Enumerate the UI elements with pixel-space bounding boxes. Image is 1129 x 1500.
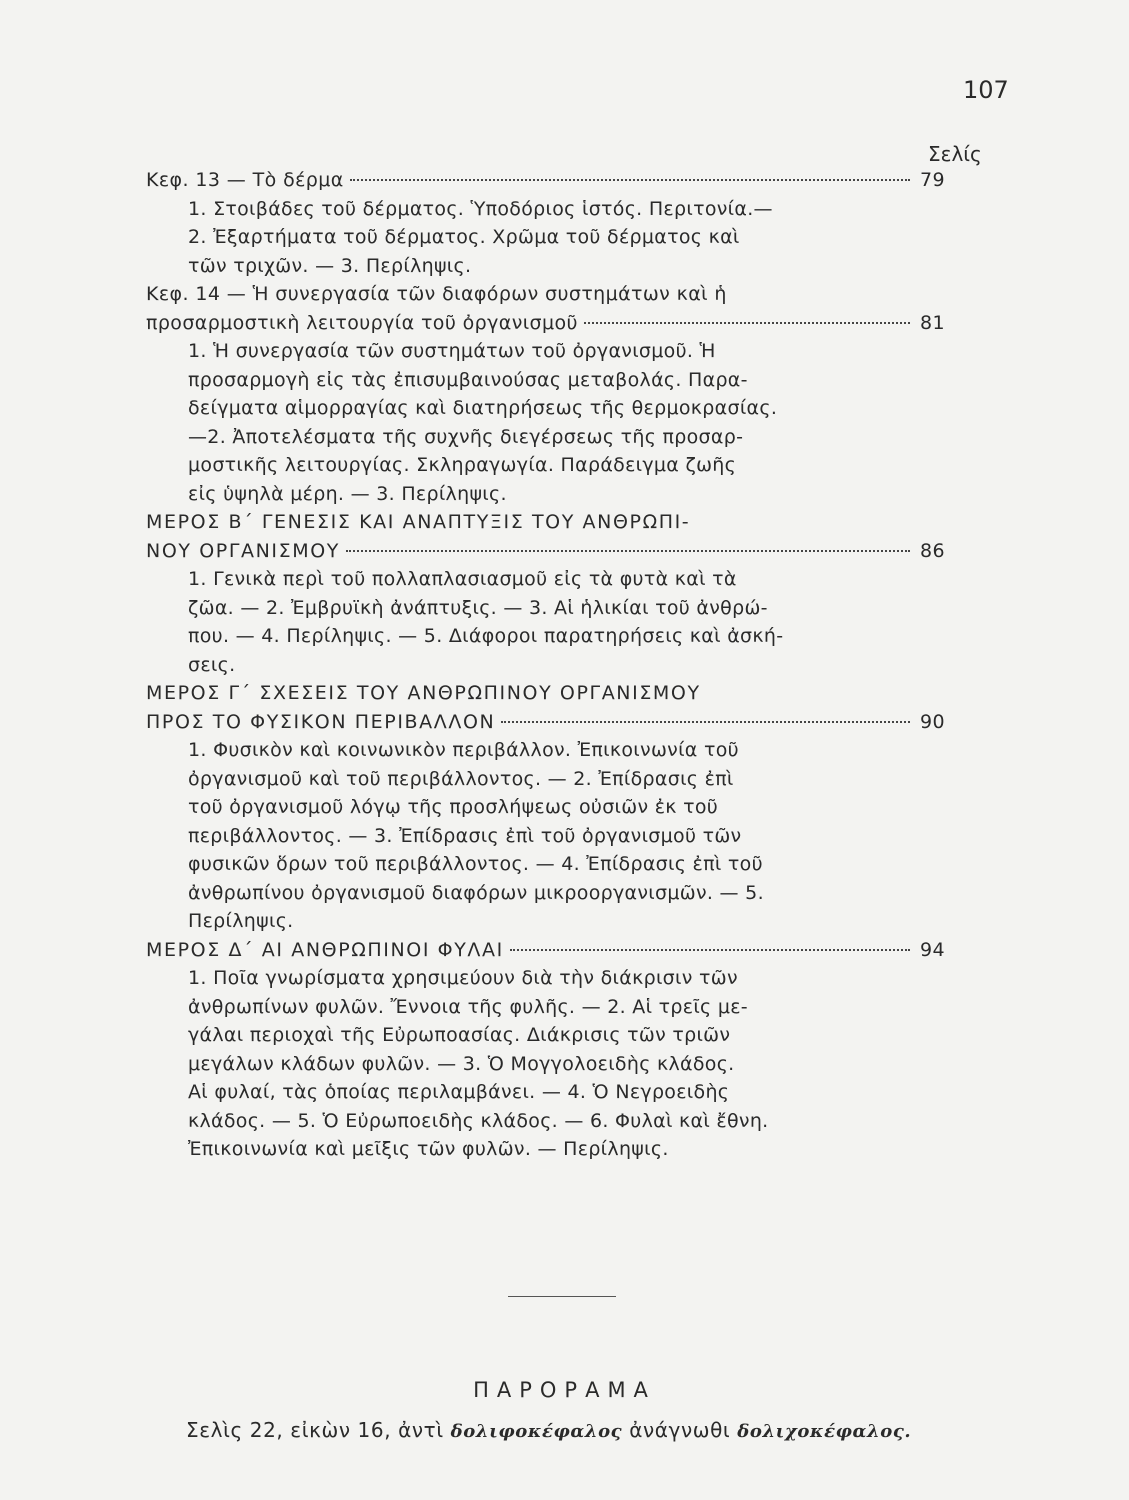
toc-page-number: 79 [920, 169, 945, 191]
toc-subtopics-line: μεγάλων κλάδων φυλῶν. — 3. Ὁ Μογγολοειδὴς κλάδος. [188, 1052, 735, 1075]
page-column-heading: Σελίς [928, 142, 982, 166]
toc-entry-title-line: ΜΕΡΟΣ Γ΄ ΣΧΕΣΕΙΣ ΤΟΥ ΑΝΘΡΩΠΙΝΟΥ ΟΡΓΑΝΙΣΜΟΥ [146, 682, 701, 704]
toc-entry [146, 508, 976, 679]
toc-subtopics-line: δείγματα αἱμορραγίας καὶ διατηρήσεως τῆς θερμοκρασίας. [188, 397, 778, 419]
dot-leader [584, 322, 910, 324]
toc-subtopics-line: τοῦ ὀργανισμοῦ λόγῳ τῆς προσλήψεως οὐσιῶν ἐκ τοῦ [188, 796, 719, 818]
dot-leader [346, 550, 910, 552]
toc-subtopics-line: Ἐπικοινωνία καὶ μεῖξις τῶν φυλῶν. — Περίληψις. [188, 1138, 669, 1160]
dot-leader [510, 949, 910, 951]
divider-rule [508, 1296, 616, 1297]
toc-page-number: 86 [920, 539, 945, 562]
errata-correct-word: δολιχοκέφαλος. [737, 1421, 912, 1442]
toc-subtopics-line: σεις. [188, 653, 236, 676]
toc-entry-title-line: ΠΡΟΣ ΤΟ ΦΥΣΙΚΟΝ ΠΕΡΙΒΑΛΛΟΝ [146, 710, 496, 733]
toc-entry [146, 280, 976, 508]
toc-subtopics-line: φυσικῶν ὅρων τοῦ περιβάλλοντος. — 4. Ἐπίδρασις ἐπὶ τοῦ [188, 853, 763, 875]
toc-subtopics-line: 1. Γενικὰ περὶ τοῦ πολλαπλασιασμοῦ εἰς τὰ φυτὰ καὶ τὰ [188, 568, 737, 590]
toc-subtopics-line: μοστικῆς λειτουργίας. Σκληραγωγία. Παράδειγμα ζωῆς [188, 454, 737, 476]
toc-subtopics-line: ζῶα. — 2. Ἐμβρυϊκὴ ἀνάπτυξις. — 3. Αἱ ἡλικίαι τοῦ ἀνθρώ- [188, 596, 768, 619]
toc-page-number: 94 [920, 938, 945, 961]
toc-entry-title-line: ΜΕΡΟΣ Β΄ ΓΕΝΕΣΙΣ ΚΑΙ ΑΝΑΠΤΥΞΙΣ ΤΟΥ ΑΝΘΡΩΠΙ- [146, 511, 691, 533]
toc-subtopics-line: ἀνθρωπίνων φυλῶν. Ἔννοια τῆς φυλῆς. — 2. Αἱ τρεῖς με- [188, 995, 748, 1018]
toc-subtopics-line: κλάδος. — 5. Ὁ Εὐρωποειδὴς κλάδος. — 6. Φυλαὶ καὶ ἔθνη. [188, 1109, 769, 1132]
errata-wrong-word: δολιφοκέφαλος [450, 1421, 623, 1442]
toc-entry-title-line: Κεφ. 14 — Ἡ συνεργασία τῶν διαφόρων συστημάτων καὶ ἡ [146, 283, 727, 305]
table-of-contents [146, 166, 976, 1164]
toc-subtopics-line: περιβάλλοντος. — 3. Ἐπίδρασις ἐπὶ τοῦ ὀργανισμοῦ τῶν [188, 824, 742, 847]
toc-entry-title-line: Κεφ. 13 — Τὸ δέρμα [146, 169, 344, 191]
errata-text [186, 1418, 911, 1442]
toc-subtopics-line: εἰς ὑψηλὰ μέρη. — 3. Περίληψις. [188, 482, 507, 505]
dot-leader [350, 179, 910, 181]
toc-subtopics-line: ἀνθρωπίνου ὀργανισμοῦ διαφόρων μικροοργανισμῶν. — 5. [188, 881, 764, 904]
toc-subtopics-line: προσαρμογὴ εἰς τὰς ἐπισυμβαινούσας μεταβολάς. Παρα- [188, 368, 748, 391]
toc-entry-title-line: ΝΟΥ ΟΡΓΑΝΙΣΜΟΥ [146, 539, 340, 562]
errata-title: ΠΑΡΟΡΑΜΑ [473, 1378, 656, 1402]
toc-subtopics-line: 1. Στοιβάδες τοῦ δέρματος. Ὑποδόριος ἱστός. Περιτονία.— [188, 197, 773, 220]
toc-page-number: 90 [920, 710, 945, 733]
errata-text-before: Σελὶς 22, εἰκὼν 16, ἀντὶ [186, 1418, 451, 1442]
toc-subtopics-line: τῶν τριχῶν. — 3. Περίληψις. [188, 254, 472, 277]
dot-leader [501, 721, 910, 723]
toc-subtopics-line: Περίληψις. [188, 910, 294, 932]
toc-subtopics-line: —2. Ἀποτελέσματα τῆς συχνῆς διεγέρσεως τῆς προσαρ- [188, 425, 744, 448]
toc-subtopics-line: Αἱ φυλαί, τὰς ὁποίας περιλαμβάνει. — 4. Ὁ Νεγροειδὴς [188, 1081, 730, 1103]
toc-entry-title-line: προσαρμοστικὴ λειτουργία τοῦ ὀργανισμοῦ [146, 311, 578, 334]
toc-page-number: 81 [920, 311, 945, 334]
toc-entry [146, 166, 976, 280]
toc-subtopics-line: 1. Φυσικὸν καὶ κοινωνικὸν περιβάλλον. Ἐπικοινωνία τοῦ [188, 739, 739, 761]
toc-subtopics-line: 1. Ποῖα γνωρίσματα χρησιμεύουν διὰ τὴν διάκρισιν τῶν [188, 967, 738, 989]
toc-subtopics-line: που. — 4. Περίληψις. — 5. Διάφοροι παρατηρήσεις καὶ ἀσκή- [188, 625, 784, 647]
toc-subtopics-line: ὀργανισμοῦ καὶ τοῦ περιβάλλοντος. — 2. Ἐπίδρασις ἐπὶ [188, 767, 734, 790]
toc-subtopics-line: 2. Ἐξαρτήματα τοῦ δέρματος. Χρῶμα τοῦ δέρματος καὶ [188, 226, 740, 248]
errata-text-middle: ἀνάγνωθι [622, 1418, 738, 1442]
toc-entry [146, 679, 976, 936]
toc-entry [146, 936, 976, 1164]
page-number: 107 [963, 76, 1009, 104]
toc-subtopics-line: γάλαι περιοχαὶ τῆς Εὐρωποασίας. Διάκρισις τῶν τριῶν [188, 1024, 731, 1046]
toc-entry-title-line: ΜΕΡΟΣ Δ΄ ΑΙ ΑΝΘΡΩΠΙΝΟΙ ΦΥΛΑΙ [146, 938, 504, 961]
toc-subtopics-line: 1. Ἡ συνεργασία τῶν συστημάτων τοῦ ὀργανισμοῦ. Ἡ [188, 340, 716, 362]
